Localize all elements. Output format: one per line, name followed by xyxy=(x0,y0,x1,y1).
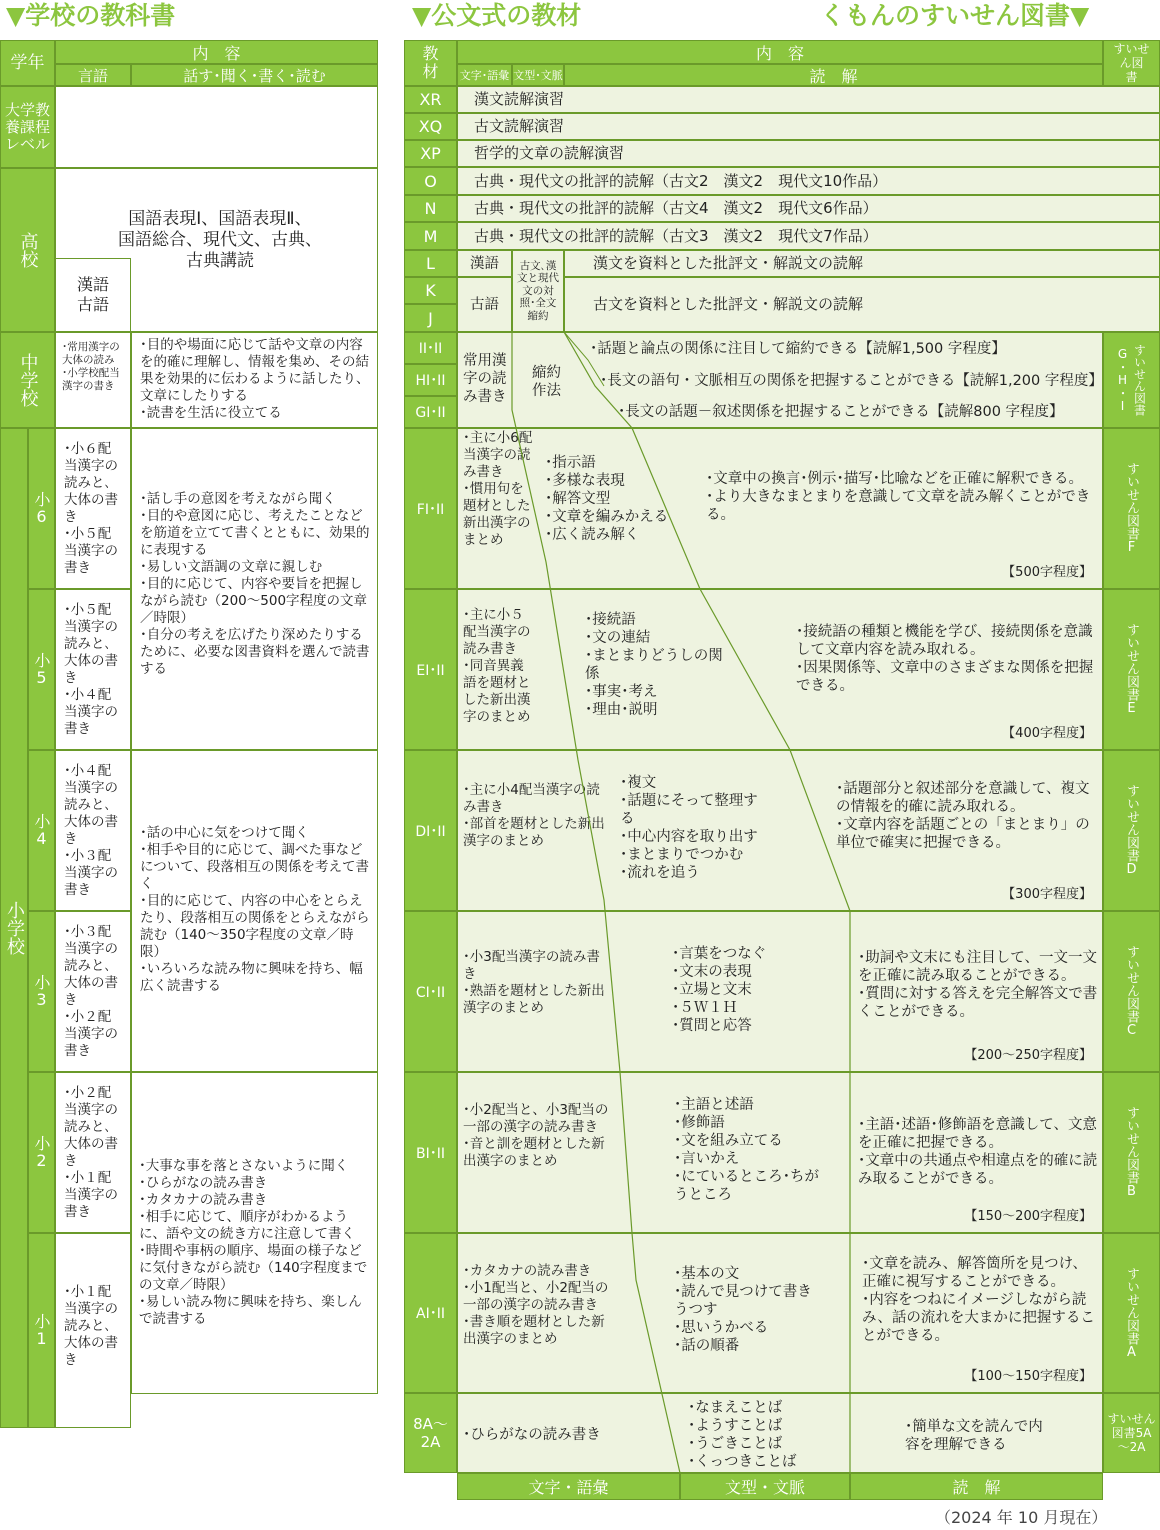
syntax-header: 文型･文脈 xyxy=(512,64,564,86)
level-N-reading: 古典・現代文の批評的読解（古文4 漢文2 現代文6作品） xyxy=(457,195,1160,222)
grade34-skills: ･話の中心に気をつけて聞く ･相手や目的に応じて、調べた事などについて、段落相互の関係を考えて書く ･目的に応じて、内容の中心をとらえたり、段落相互の関係をとらえながら読む（140～350字程度の文章／時限） ･いろいろな読み物に興味を持ち、幅広く読書する xyxy=(131,750,378,1072)
level-B: BI･II xyxy=(404,1072,457,1233)
content-header: 内 容 xyxy=(55,40,378,64)
grade6-language: ･小６配当漢字の読みと､大体の書き ･小５配当漢字の書き xyxy=(55,428,131,589)
level-H: HI･II xyxy=(404,364,457,396)
level-8A-reading: ･簡単な文を読んで内容を理解できる xyxy=(905,1419,1043,1453)
lkj-kogo: 古語 xyxy=(457,277,512,332)
grade-label-6: 小6 xyxy=(28,428,55,589)
level-L-reading: 漢文を資料とした批評文・解説文の読解 xyxy=(564,250,1160,277)
level-K: K xyxy=(404,277,457,304)
kumon-content-header: 内 容 xyxy=(457,40,1103,64)
book-B-label: すいせん図書B xyxy=(1124,1106,1139,1199)
highschool-classics: 漢語 古語 xyxy=(55,258,131,332)
level-A-vocab: ･カタカナの読み書き ･小1配当と、小2配当の一部の漢字の読み書き ･書き順を題材とした新出漢字のまとめ xyxy=(463,1263,609,1347)
recommended-books-title: くもんのすいせん図書▼ xyxy=(820,1,1090,30)
level-G: GI･II xyxy=(404,396,457,428)
level-D-reading: ･話題部分と叙述部分を意識して、複文の情報を的確に読み取れる。 ･文章内容を話題ごとの「まとまり」の単位で確実に把握できる。 xyxy=(836,781,1090,851)
row-label-elementary: 小学校 xyxy=(0,428,28,1428)
level-E-vocab: ･主に小５配当漢字の読み書き ･同音異義語を題材とした新出漢字のまとめ xyxy=(463,607,531,725)
syntax-reading-boundary xyxy=(564,332,850,1473)
book-E-label: すいせん図書E xyxy=(1124,623,1139,716)
level-XQ-reading: 古文読解演習 xyxy=(457,113,1160,140)
level-C-syntax: ･言葉をつなぐ ･文末の表現 ･立場と文末 ･５Ｗ１Ｈ ･質問と応答 xyxy=(672,946,767,1034)
level-C-vocab: ･小3配当漢字の読み書き ･熟語を題材とした新出漢字のまとめ xyxy=(463,949,605,1016)
books-header: すいせん図 書 xyxy=(1103,40,1160,86)
level-I: II･II xyxy=(404,332,457,364)
ghi-line-2: ･長文の語句・文脈相互の関係を把握することができる【読解1,200 字程度】 xyxy=(600,373,1103,389)
grade-label-2: 小2 xyxy=(28,1072,55,1233)
language-header: 言語 xyxy=(55,64,131,86)
grade12-skills: ･大事な事を落とさないように聞く ･ひらがなの読み書き ･カタカナの読み書き ･相手に応じて、順序がわかるように、語や文の続き方に注意して書く ･時間や事柄の順序、場面の様子などに気付きながら読む（140字程度までの文章／時限） ･易しい読み物に興味を持ち、楽しんで読書する xyxy=(139,1158,368,1327)
level-C: CI･II xyxy=(404,911,457,1072)
grade-label-1: 小1 xyxy=(28,1233,55,1428)
book-F-label: すいせん図書F xyxy=(1124,462,1139,555)
ghi-syntax: 縮約作法 xyxy=(532,365,561,399)
level-A-reading: ･文章を読み、解答箇所を見つけ、正確に視写することができる。 ･内容をつねにイメージしながら読み、話の流れを大まかに把握することができる。 xyxy=(862,1256,1095,1344)
row-label-highschool: 高校 xyxy=(0,168,55,332)
level-M-reading: 古典・現代文の批評的読解（古文3 漢文2 現代文7作品） xyxy=(457,222,1160,250)
level-XR: XR xyxy=(404,86,457,113)
reading-header: 読 解 xyxy=(564,64,1103,86)
grade56-skills: ･話し手の意図を考えながら聞く ･目的や意図に応じ、考えたことなどを筋道を立てて書くとともに、効果的に表現する ･易しい文語調の文章に親しむ ･目的に応じて、内容や要旨を把握しながら読む（200～500字程度の文章／時限） ･自分の考えを広げたり深めたりするために、必要な図書資料を選んで読書する xyxy=(131,428,378,750)
grade-label-4: 小4 xyxy=(28,750,55,911)
book-A-label: すいせん図書A xyxy=(1124,1266,1139,1360)
book-ghi: すいせん図書G･H･I xyxy=(1103,332,1160,428)
level-O-reading: 古典・現代文の批評的読解（古文2 漢文2 現代文10作品） xyxy=(457,167,1160,195)
grade5-language: ･小５配当漢字の読みと､大体の書き ･小４配当漢字の書き xyxy=(55,589,131,750)
level-8A-2A: 8A～2A xyxy=(404,1393,457,1473)
level-B-reading: ･主語･述語･修飾語を意識して、文意を正確に把握できる。 ･文章中の共通点や相違点を的確に読み取ることができる。 xyxy=(858,1117,1098,1187)
grade-header: 学年 xyxy=(0,40,55,86)
footer-vocab: 文字・語彙 xyxy=(457,1473,680,1500)
level-B-vocab: ･小2配当と、小3配当の一部の漢字の読み書き ･音と訓を題材とした新出漢字のまとめ xyxy=(463,1102,609,1169)
level-8A-syntax: ･なまえことば ･ようすことば ･うごきことば ･くっつきことば xyxy=(688,1400,797,1470)
ghi-vocab: 常用漢字の読み書き xyxy=(463,353,507,405)
level-XP-reading: 哲学的文章の読解演習 xyxy=(457,140,1160,167)
level-F-vocab: ･主に小6配当漢字の読み書き ･慣用句を題材とした新出漢字のまとめ xyxy=(463,430,533,548)
level-F-syntax: ･指示語 ･多様な表現 ･解答文型 ･文章を編みかえる ･広く読み解く xyxy=(545,455,669,543)
footer-reading: 読 解 xyxy=(850,1473,1103,1500)
level-C-reading: ･助詞や文末にも注目して、一文一文を正確に読み取ることができる。 ･質問に対する答えを完全解答文で書くことができる。 xyxy=(858,950,1098,1020)
level-M: M xyxy=(404,222,457,250)
book-C-label: すいせん図書C xyxy=(1124,945,1139,1038)
level-E-syntax: ･接続語 ･文の連結 ･まとまりどうしの関係 ･事実･考え ･理由･説明 xyxy=(585,612,723,718)
grade3-language: ･小３配当漢字の読みと､大体の書き ･小２配当漢字の書き xyxy=(55,911,131,1072)
grade1-language: ･小１配当漢字の読みと､大体の書き xyxy=(55,1233,131,1428)
grade-label-3: 小3 xyxy=(28,911,55,1072)
lkj-kango: 漢語 xyxy=(457,250,512,277)
skills-header: 話す･聞く･書く･読む xyxy=(131,64,378,86)
level-XR-reading: 漢文読解演習 xyxy=(457,86,1160,113)
level-F-reading: ･文章中の換言･例示･描写･比喩などを正確に解釈できる。 ･より大きなまとまりを意識して文章を読み解くことができる。 xyxy=(706,471,1091,523)
grade-label-5: 小5 xyxy=(28,589,55,750)
level-A-syntax: ･基本の文 ･読んで見つけて書きうつす ･思いうかべる ･話の順番 xyxy=(674,1266,812,1354)
level-D-char-count: 【300字程度】 xyxy=(1002,887,1092,902)
level-XQ: XQ xyxy=(404,113,457,140)
level-XP: XP xyxy=(404,140,457,167)
level-E-reading: ･接続語の種類と機能を学び、接続関係を意識して文章内容を読み取れる。 ･因果関係等、文章中のさまざまな関係を把握できる。 xyxy=(796,624,1094,694)
level-E: EI･II xyxy=(404,589,457,750)
grade2-language: ･小２配当漢字の読みと､大体の書き ･小１配当漢字の書き xyxy=(55,1072,131,1233)
level-D-syntax: ･複文 ･話題にそって整理する ･中心内容を取り出す ･まとまりでつかむ ･流れを追う xyxy=(620,775,758,881)
book-D-label: すいせん図書D xyxy=(1124,784,1139,877)
level-A: AI･II xyxy=(404,1233,457,1393)
level-L: L xyxy=(404,250,457,277)
vocab-header: 文字･語彙 xyxy=(457,64,512,86)
material-header: 教材 xyxy=(404,40,457,86)
level-KJ-reading: 古文を資料とした批評文・解説文の読解 xyxy=(564,277,1160,332)
level-B-syntax: ･主語と述語 ･修飾語 ･文を組み立てる ･言いかえ ･にているところ･ちがうところ xyxy=(674,1097,819,1203)
ghi-line-3: ･長文の話題－叙述関係を把握することができる【読解800 字程度】 xyxy=(618,404,1064,420)
level-B-char-count: 【150～200字程度】 xyxy=(964,1209,1092,1224)
level-F: FI･II xyxy=(404,428,457,589)
date-note: （2024 年 10 月現在） xyxy=(935,1508,1108,1527)
level-D: DI･II xyxy=(404,750,457,911)
highschool-subjects: 国語表現Ⅰ、国語表現Ⅱ、 国語総合、現代文、古典、 古典講読 xyxy=(118,208,322,271)
level-C-char-count: 【200～250字程度】 xyxy=(964,1048,1092,1063)
book-8A-2A: すいせん図書5A～2A xyxy=(1103,1393,1160,1473)
level-A-char-count: 【100～150字程度】 xyxy=(964,1369,1092,1384)
junior-high-language: ･常用漢字の大体の読み ･小学校配当漢字の書き xyxy=(55,332,131,428)
ghi-sub-boundary xyxy=(564,332,604,386)
level-N: N xyxy=(404,195,457,222)
junior-high-skills: ･目的や場面に応じて話や文章の内容を的確に理解し、情報を集め、その結果を効果的に伝わるように話したり、文章にしたりする ･読書を生活に役立てる xyxy=(131,332,378,428)
lkj-comparison: 古文､漢文と現代文の対照･全文縮約 xyxy=(512,250,564,332)
row-label-junior-high: 中学校 xyxy=(0,332,55,428)
kumon-materials-title: ▼公文式の教材 xyxy=(412,1,582,30)
ghi-line-1: ･話題と論点の関係に注目して縮約できる【読解1,500 字程度】 xyxy=(590,341,1006,357)
school-textbook-title: ▼学校の教科書 xyxy=(6,1,176,30)
level-O: O xyxy=(404,167,457,195)
level-8A-vocab: ･ひらがなの読み書き xyxy=(463,1427,601,1443)
footer-syntax: 文型・文脈 xyxy=(680,1473,850,1500)
level-E-char-count: 【400字程度】 xyxy=(1002,726,1092,741)
grade4-language: ･小４配当漢字の読みと､大体の書き ･小３配当漢字の書き xyxy=(55,750,131,911)
level-J: J xyxy=(404,304,457,332)
vocab-syntax-boundary xyxy=(512,332,680,1473)
level-D-vocab: ･主に小4配当漢字の読み書き ･部首を題材とした新出漢字のまとめ xyxy=(463,782,605,849)
level-F-char-count: 【500字程度】 xyxy=(1002,565,1092,580)
row-label-university: 大学教養課程レベル xyxy=(0,86,55,168)
